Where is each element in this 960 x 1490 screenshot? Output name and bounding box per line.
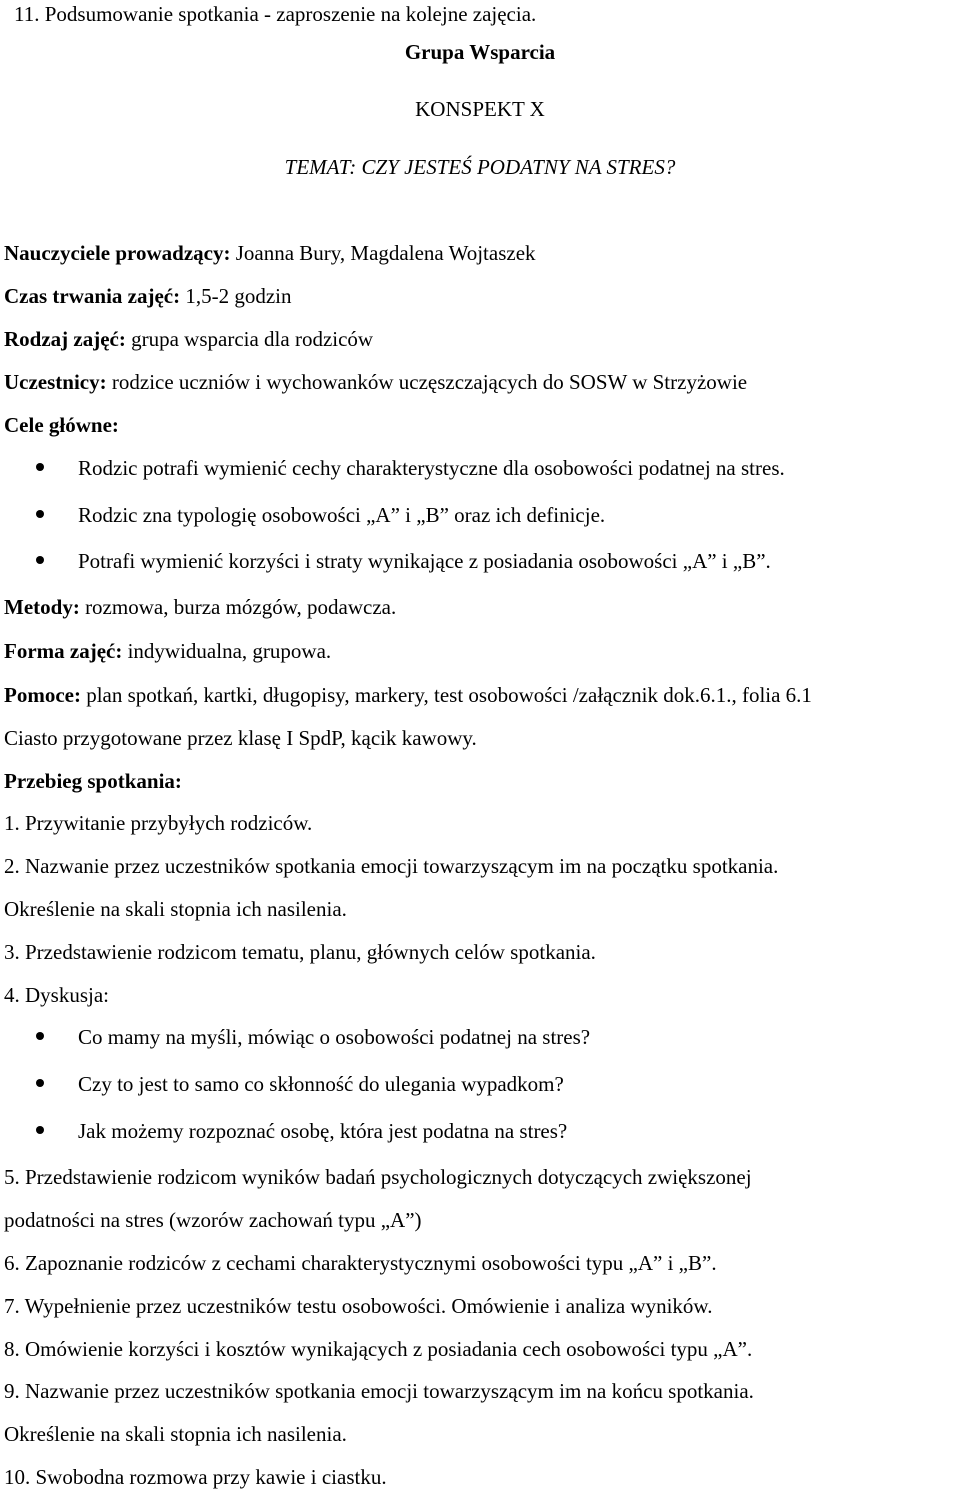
aids-value: plan spotkań, kartki, długopisy, markery, test osobowości /załącznik dok.6.1., folia 6.1: [80, 683, 812, 707]
step-5-continuation: podatności na stres (wzorów zachowań typu „A”): [4, 1208, 422, 1232]
step-6: 6. Zapoznanie rodziców z cechami charakterystycznymi osobowości typu „A” i „B”.: [4, 1251, 717, 1275]
goal-item: Rodzic potrafi wymienić cechy charakterystyczne dla osobowości podatnej na stres.: [78, 456, 785, 480]
methods-label: Metody:: [4, 595, 80, 619]
type-line: [4, 329, 373, 350]
participants-value: rodzice uczniów i wychowanków uczęszczających do SOSW w Strzyżowie: [106, 370, 748, 394]
goal-item: Rodzic zna typologię osobowości „A” i „B” oraz ich definicje.: [78, 503, 606, 527]
discussion-item: Czy to jest to samo co skłonność do ulegania wypadkom?: [78, 1072, 564, 1096]
bullet-icon: [36, 510, 44, 518]
step-2-continuation: Określenie na skali stopnia ich nasilenia.: [4, 897, 347, 921]
aids-continuation: Ciasto przygotowane przez klasę I SpdP, kącik kawowy.: [4, 726, 477, 750]
step-3: 3. Przedstawienie rodzicom tematu, planu, głównych celów spotkania.: [4, 940, 596, 964]
step-2: 2. Nazwanie przez uczestników spotkania emocji towarzyszącym im na początku spotkania.: [4, 854, 779, 878]
topic-title: TEMAT: CZY JESTEŚ PODATNY NA STRES?: [284, 155, 676, 179]
step-8: 8. Omówienie korzyści i kosztów wynikających z posiadania cech osobowości typu „A”.: [4, 1337, 753, 1361]
type-label: Rodzaj zajęć:: [4, 327, 126, 351]
bullet-icon: [36, 1079, 44, 1087]
bullet-icon: [36, 463, 44, 471]
teachers-line: [4, 243, 536, 264]
step-5: 5. Przedstawienie rodzicom wyników badań psychologicznych dotyczących zwiększonej: [4, 1165, 752, 1189]
duration-label: Czas trwania zajęć:: [4, 284, 181, 308]
step-7: 7. Wypełnienie przez uczestników testu osobowości. Omówienie i analiza wyników.: [4, 1294, 713, 1318]
participants-label: Uczestnicy:: [4, 370, 107, 394]
bullet-icon: [36, 1032, 44, 1040]
previous-item-11: 11. Podsumowanie spotkania - zaproszenie na kolejne zajęcia.: [14, 2, 537, 26]
goals-label: Cele główne:: [4, 413, 119, 437]
step-10: 10. Swobodna rozmowa przy kawie i ciastku.: [4, 1465, 387, 1489]
duration-value: 1,5-2 godzin: [180, 284, 292, 308]
participants-line: [4, 372, 747, 393]
bullet-icon: [36, 1126, 44, 1134]
course-label: Przebieg spotkania:: [4, 769, 182, 793]
step-9: 9. Nazwanie przez uczestników spotkania emocji towarzyszącym im na końcu spotkania.: [4, 1379, 754, 1403]
type-value: grupa wsparcia dla rodziców: [125, 327, 374, 351]
form-line: [4, 641, 331, 662]
duration-line: [4, 286, 292, 307]
discussion-item: Co mamy na myśli, mówiąc o osobowości podatnej na stres?: [78, 1025, 591, 1049]
group-title: Grupa Wsparcia: [404, 40, 556, 64]
teachers-value: Joanna Bury, Magdalena Wojtaszek: [230, 241, 536, 265]
methods-line: [4, 597, 396, 618]
step-9-continuation: Określenie na skali stopnia ich nasilenia.: [4, 1422, 347, 1446]
aids-line: [4, 685, 812, 706]
step-4: 4. Dyskusja:: [4, 983, 109, 1007]
konspekt-title: KONSPEKT X: [415, 97, 545, 121]
aids-label: Pomoce:: [4, 683, 81, 707]
goal-item: Potrafi wymienić korzyści i straty wynikające z posiadania osobowości „A” i „B”.: [78, 549, 771, 573]
step-1: 1. Przywitanie przybyłych rodziców.: [4, 811, 313, 835]
form-label: Forma zajęć:: [4, 639, 123, 663]
methods-value: rozmowa, burza mózgów, podawcza.: [79, 595, 397, 619]
discussion-item: Jak możemy rozpoznać osobę, która jest podatna na stres?: [78, 1119, 568, 1143]
bullet-icon: [36, 556, 44, 564]
teachers-label: Nauczyciele prowadzący:: [4, 241, 231, 265]
form-value: indywidualna, grupowa.: [122, 639, 332, 663]
